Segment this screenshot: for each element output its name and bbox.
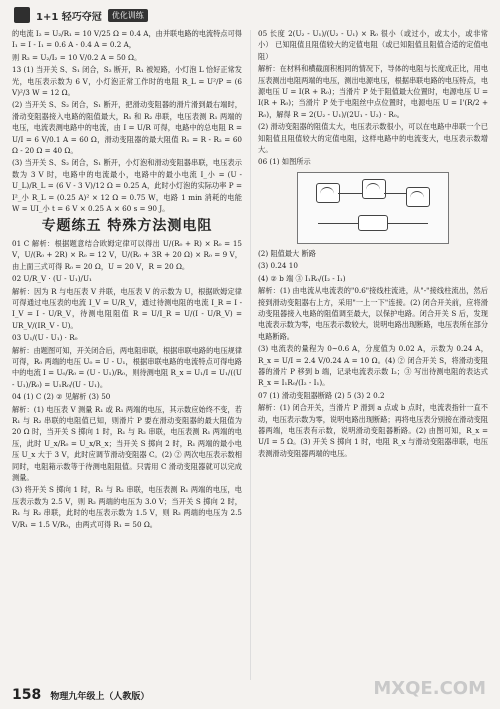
- paragraph: (3) 电流表的量程为 0~0.6 A，分度值为 0.02 A，示数为 0.24 A，R_x = U/I = 2.4 V/0.24 A = 10 Ω。(4) ② 闭合开关 S，将滑动变阻器的滑片 P 移到 b 端，记录电流表示数 I₂；③ 写出待测电阻的表达式 R_x = I₁R₀/(I₂ - I₁)。: [258, 344, 488, 388]
- page-number: 158: [12, 687, 42, 703]
- paragraph: (2) 阻值最大 断路: [258, 248, 316, 258]
- paragraph: 02 U/R_V · (U - U₁)/U₁: [12, 274, 92, 284]
- paragraph: (3) 0.24 10: [258, 261, 298, 271]
- paragraph: 03 U₁/(U - U₁) · R₀: [12, 333, 78, 343]
- paragraph: 则 R₂ = U₂/I₂ = 10 V/0.2 A = 50 Ω。: [12, 52, 142, 62]
- paragraph: 的电流 I₂ = U₂/R₁ = 10 V/25 Ω = 0.4 A，由并联电路的电流特点可得 I₁ = I - I₁ = 0.6 A - 0.4 A = 0.2 A，: [12, 29, 242, 50]
- column-divider: [250, 30, 251, 680]
- paragraph: (4) ② b 端 ③ I₁R₀/(I₂ - I₁): [258, 273, 346, 283]
- paragraph: (3) 将开关 S 掷向 1 时，R₁ 与 R₂ 串联，电压表测 R₁ 两端的电压，电压表示数为 2.5 V，则 R₂ 两端的电压为 3.0 V；当开关 S 掷向 2 时，R₁ 与 R₂ 串联，此时的电压表示数为 1.5 V，则 R₂ 两端的电压为 2.5 V/R₁ = 1.5 V/R₀，由两式可得 R₁ = 50 Ω。: [12, 485, 242, 529]
- paragraph: 解析：(1) 闭合开关，当滑片 P 滑到 a 点或 b 点时，电流表指针一直不动，电压表示数为零，说明电路出现断路；再将电压表分别接在滑动变阻器两端，电压表有示数，说明滑动变阻器断路。(2) 由图可知，R_x = U/I = 5 Ω。(3) 开关 S 掷向 1 时，电阻 R_x 与滑动变阻器串联，电压表测滑动变阻器两端的电压。: [258, 403, 489, 458]
- right-column: [258, 28, 488, 460]
- paragraph: 05 长度 2(U₂ - U₁)/(U₂ - U₁) × R₀ 很小（或过小，或太小，或非常小） 已知阻值且阻值较大的定值电阻（或已知阻值且阻值合适的定值电阻）: [258, 29, 488, 61]
- paragraph: (2) 滑动变阻器的阻值太大，电压表示数很小，可以在电路中串联一个已知阻值且阻值较大的定值电阻，这样电路中的电流变大，电压表示数增大。: [258, 122, 488, 155]
- left-column: [12, 28, 242, 531]
- wire: [384, 193, 406, 194]
- section-title: 专题练五 特殊方法测电阻: [41, 217, 213, 234]
- circuit-figure: [297, 172, 449, 244]
- header: [14, 4, 486, 26]
- footer-label: 物理九年级上（人教版）: [50, 692, 150, 702]
- battery-icon: [358, 215, 388, 231]
- paragraph: 07 (1) 滑动变阻器断路 (2) 5 (3) 2 0.2: [258, 390, 385, 400]
- logo-text: 1+1 轻巧夺冠: [36, 11, 102, 23]
- voltmeter-icon: [362, 179, 386, 199]
- paragraph: 01 C 解析：根据题意结合欧姆定律可以得出 U/(R₀ + R) × R₀ = 15 V，U/(R₀ + 2R) × R₀ = 12 V，U/(R₀ + 3R + 20 Ω) × R₀ = 9 V，由上面三式可得 R₀ = 20 Ω，U = 20 V，R = 20 Ω。: [12, 238, 242, 271]
- header-badge: 优化训练: [108, 9, 148, 22]
- paragraph: 解析：因为 R 与电压表 V 并联，电压表 V 的示数为 U，根据欧姆定律可得通过电压表的电流 I_V = U/R_V，通过待测电阻的电流 I_R = I - I_V = I - U/R_V，待测电阻阻值 R = U/I_R = U/(I - U/R_V) = UR_V/(IR_V - U)。: [12, 286, 242, 330]
- paragraph: (3) 当开关 S、S₂ 闭合，S₁ 断开，小灯泡和滑动变阻器串联，电压表示数为 3 V 时，电路中的电流最小，电路中的最小电流 I_小 = (U - U_L)/R_L = (6 V - 3 V)/12 Ω = 0.25 A，此时小灯泡的实际功率 P = I²_小 R_L = (0.25 A)² × 12 Ω = 0.75 W，电路 1 min 消耗的电能 W = UI_小 t = 6 V × 0.25 A × 60 s = 90 J。: [12, 158, 242, 214]
- rheostat-icon: [406, 187, 430, 207]
- paragraph: 06 (1) 如图所示: [258, 157, 311, 167]
- logo-icon: [14, 7, 30, 23]
- paragraph: 解析：由题图可知，开关闭合后，两电阻串联，根据串联电路的电压规律可得，R₀ 两端的电压 U₀ = U - U₁，根据串联电路的电流特点可得电路中的电流 I = U₀/R₀ = (U - U₁)/R₀，则待测电阻 R_x = U₁/I = U₁/((U - U₁)/R₀) = U₁R₀/(U - U₁)。: [12, 345, 243, 389]
- paragraph: 13 (1) 当开关 S、S₁ 闭合，S₂ 断开，R₁ 被短路，小灯泡 L 恰好正常发光，电压表示数为 6 V，小灯泡正常工作时的电阻 R_L = U²/P = (6 V)²/3 W = 12 Ω。: [12, 65, 242, 98]
- paragraph: 解析：在材料和横截面积相同的情况下，导体的电阻与长度成正比，用电压表测出电阻两端的电压，测出电源电压，根据串联电路的电压特点，电源电压 U = I(R + R₀)；当滑片 P 处于阻值最大位置时，电源电压 U = I(R + R₀)；当滑片 P 处于电阻丝中点位置时，电源电压 U = I'(R/2 + R₀)，解得 R = 2(U₂ - U₁)/(2U₁ - U₂) · R₀。: [258, 64, 489, 119]
- paragraph: 解析：(1) 电压表 V 测量 R₁ 或 R₁ 两端的电压，其示数应始终不变，若 R₁ 与 R₂ 串联的电阻值已知，则滑片 P 要在滑动变阻器的最大阻值为 20 Ω 时，当开关 S 掷向 1 时，R₁ 与 R₂ 串联，电压表测 R₁ 两端的电压，此时 U_x/R₀ = U_x/R_x；当开关 S 掷向 2 时，R₁ 两端的最小电压 U_x 大于 3 V，此时应调节滑动变阻器 C。(2) ② 两次电压表示数相同时，电阻箱示数等于待测电阻阻值。只需用 C 滑动变阻器就可以完成测量。: [12, 404, 242, 483]
- page-footer: [12, 687, 149, 703]
- wire: [338, 193, 362, 194]
- watermark: MXQE.COM: [373, 678, 486, 699]
- paragraph: (2) 当开关 S、S₂ 闭合，S₁ 断开，把滑动变阻器的滑片滑到最右端时，滑动变阻器接入电路的阻值最大，R₁ 和 R₂ 串联，电压表测 R₁ 两端的电压，电流表测电路中的电流，由 I = U/R 可得，电路中的总电阻 R = U/I = 6 V/0.1 A = 60 Ω，滑动变阻器的最大阻值 R₁ = R - R₂ = 60 Ω - 20 Ω = 40 Ω。: [12, 100, 242, 156]
- paragraph: 04 (1) C (2) ② 见解析 (3) 50: [12, 392, 111, 402]
- ammeter-icon: [316, 183, 340, 203]
- paragraph: 解析：(1) 由电流从电流表的"0.6"接线柱流进，从"-"接线柱流出，然后接到滑动变阻器右上方，采用"一上一下"连接。(2) 闭合开关前，应将滑动变阻器接入电路的阻值调至最大，以保护电路。闭合开关 S 后，发现电流表示数为零，电压表示数较大，说明电路出现断路，电压表所在部分电路断路。: [258, 286, 489, 341]
